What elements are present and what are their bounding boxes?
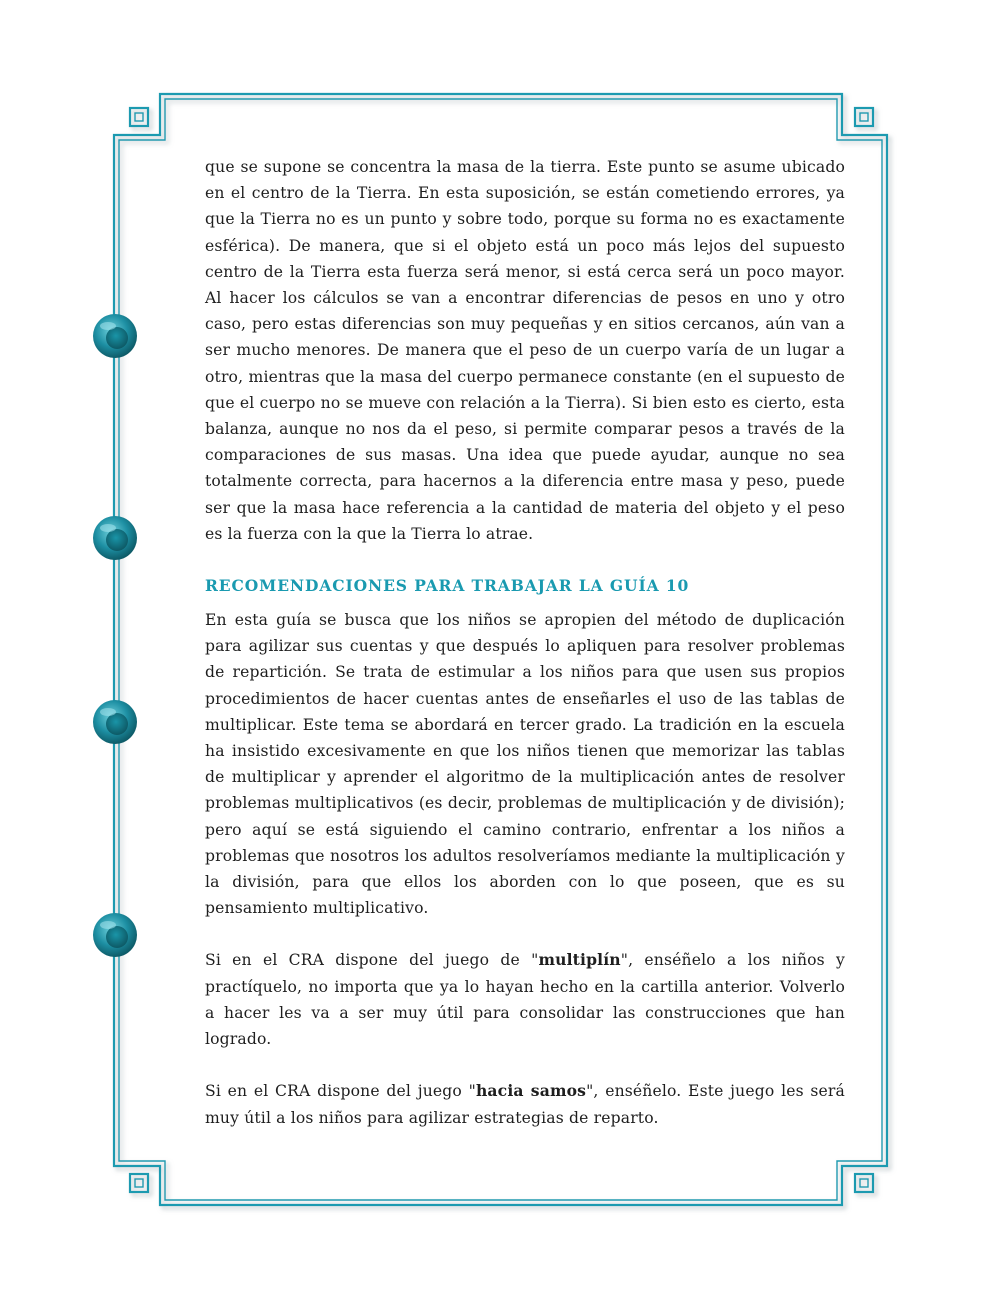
binder-ring-3-icon [93,700,137,744]
binder-ring-1-icon [93,314,137,358]
text-segment: Si en el CRA dispone del juego de " [205,951,539,970]
text-segment: ", enséñelo. Este juego les será muy útil a los niños para agilizar estrategias de reparto. [205,1082,845,1127]
game-name-hacia-samos: hacia samos [475,1081,587,1101]
corner-ornament-bottom-left [130,1174,148,1192]
corner-ornament-top-left [130,108,148,126]
text-segment: ", enséñelo a los niños y practíquelo, no importa que ya lo hayan hecho en la cartilla anterior. Volverlo a hacer les va a ser muy útil para consolidar las construcciones que han logrado. [205,951,846,1049]
corner-ornament-bottom-right [855,1174,873,1192]
game-name-multiplin: multiplín [538,950,621,970]
corner-ornament-top-right [855,108,873,126]
binder-ring-4-icon [93,913,137,957]
paragraph-hacia-samos [205,1078,845,1130]
binder-ring-2-icon [93,516,137,560]
section-heading: RECOMENDACIONES PARA TRABAJAR LA GUÍA 10 [205,576,690,596]
paragraph-multiplin [205,947,845,1052]
text-segment: Si en el CRA dispone del juego " [205,1082,476,1101]
paragraph-mass-weight: que se supone se concentra la masa de la tierra. Este punto se asume ubicado en el centro de la Tierra. En esta suposición, se están cometiendo errores, ya que la Tierra no es un punto y sobre todo, porque su forma no es exactamente esférica). De manera, que si el objeto está un poco más lejos del supuesto centro de la Tierra esta fuerza será menor, si está cerca será un poco mayor. Al hacer los cálculos se van a encontrar diferencias de pesos en uno y otro caso, pero estas diferencias son muy pequeñas y en sitios cercanos, aún van a ser mucho menores. De manera que el peso de un cuerpo varía de un lugar a otro, mientras que la masa del cuerpo permanece constante (en el supuesto de que el cuerpo no se mueve con relación a la Tierra). Si bien esto es cierto, esta balanza, aunque no nos da el peso, si permite comparar pesos a través de la comparaciones de sus masas. Una idea que puede ayudar, aunque no sea totalmente correcta, para hacernos a la diferencia entre masa y peso, puede ser que la masa hace referencia a la cantidad de materia del objeto y el peso es la fuerza con la que la Tierra lo atrae. [205,158,845,543]
page-content [205,154,845,1131]
paragraph-guide-10: En esta guía se busca que los niños se apropien del método de duplicación para agilizar sus cuentas y que después lo apliquen para resolver problemas de repartición. Se trata de estimular a los niños para que usen sus propios procedimientos de hacer cuentas antes de enseñarles el uso de las tablas de multiplicar. Este tema se abordará en tercer grado. La tradición en la escuela ha insistido excesivamente en que los niños tienen que memorizar las tablas de multiplicar y aprender el algoritmo de la multiplicación antes de resolver problemas multiplicativos (es decir, problemas de multiplicación y de división); pero aquí se está siguiendo el camino contrario, enfrentar a los niños a problemas que nosotros los adultos resolveríamos mediante la multiplicación y la división, para que ellos los aborden con lo que poseen, que es su pensamiento multiplicativo. [205,611,845,918]
